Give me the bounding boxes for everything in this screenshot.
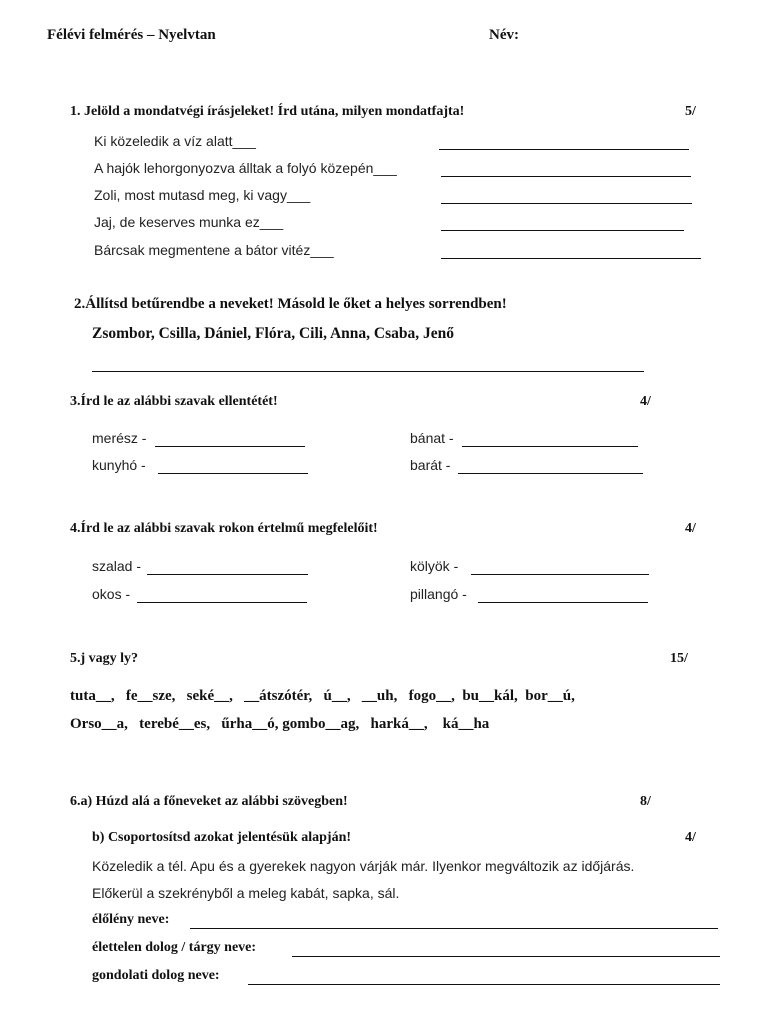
task6-category-1: élőlény neve: [92, 912, 170, 927]
task1-sentence-5: Bárcsak megmentene a bátor vitéz___ [94, 242, 334, 258]
task5-instruction: 5.j vagy ly? [70, 651, 139, 666]
task1-answer-line-3[interactable] [441, 203, 692, 204]
task3-word-1: merész - [92, 430, 147, 446]
worksheet-title: Félévi felmérés – Nyelvtan [47, 27, 216, 43]
task6a-score: 8/ [640, 794, 651, 809]
task6a-instruction: 6.a) Húzd alá a főneveket az alábbi szövegben! [70, 794, 348, 809]
task6-text-line-2: Előkerül a szekrényből a meleg kabát, sapka, sál. [92, 885, 400, 901]
task1-sentence-3: Zoli, most mutasd meg, ki vagy___ [94, 187, 311, 203]
task3-answer-line-4[interactable] [458, 473, 643, 474]
task3-answer-line-3[interactable] [158, 473, 308, 474]
task6-text-line-1: Közeledik a tél. Apu és a gyerekek nagyon várják már. Ilyenkor megváltozik az időjárás. [92, 858, 635, 874]
task6-answer-line-2[interactable] [292, 956, 720, 957]
task4-score: 4/ [685, 521, 696, 536]
task4-word-2: kölyök - [410, 558, 459, 574]
task3-word-2: bánat - [410, 430, 454, 446]
task5-words-line-2: Orso__a, terebé__es, űrha__ó, gombo__ag, harká__, ká__ha [70, 716, 490, 732]
task3-answer-line-1[interactable] [155, 446, 305, 447]
task4-instruction: 4.Írd le az alábbi szavak rokon értelmű megfelelőit! [70, 521, 378, 536]
task1-instruction: 1. Jelöld a mondatvégi írásjeleket! Írd utána, milyen mondatfajta! [70, 104, 465, 119]
task2-answer-line[interactable] [92, 371, 644, 372]
task6-answer-line-1[interactable] [190, 928, 718, 929]
task4-answer-line-2[interactable] [471, 574, 649, 575]
task2-names: Zsombor, Csilla, Dániel, Flóra, Cili, Anna, Csaba, Jenő [92, 325, 455, 342]
task1-answer-line-5[interactable] [441, 258, 701, 259]
task4-word-4: pillangó - [410, 586, 467, 602]
task4-word-1: szalad - [92, 558, 142, 574]
task3-word-3: kunyhó - [92, 457, 146, 473]
task2-instruction: 2.Állítsd betűrendbe a neveket! Másold le őket a helyes sorrendben! [74, 296, 507, 312]
task6b-instruction: b) Csoportosítsd azokat jelentésük alapján! [92, 830, 352, 845]
task1-sentence-1: Ki közeledik a víz alatt___ [94, 133, 256, 149]
task6-category-3: gondolati dolog neve: [92, 968, 220, 983]
task1-answer-line-2[interactable] [441, 176, 691, 177]
task1-answer-line-4[interactable] [441, 230, 684, 231]
task6-answer-line-3[interactable] [248, 984, 720, 985]
task1-answer-line-1[interactable] [439, 149, 689, 150]
task3-word-4: barát - [410, 457, 451, 473]
task3-score: 4/ [640, 394, 651, 409]
task6b-score: 4/ [685, 830, 696, 845]
task1-sentence-2: A hajók lehorgonyozva álltak a folyó közepén___ [94, 160, 397, 176]
task1-score: 5/ [685, 104, 696, 119]
task4-word-3: okos - [92, 586, 131, 602]
task3-instruction: 3.Írd le az alábbi szavak ellentétét! [70, 394, 278, 409]
task5-words-line-1: tuta__, fe__sze, seké__, __átszótér, ú__, __uh, fogo__, bu__kál, bor__ú, [70, 688, 575, 704]
task1-sentence-4: Jaj, de keserves munka ez___ [94, 214, 284, 230]
task3-answer-line-2[interactable] [462, 446, 638, 447]
task4-answer-line-3[interactable] [137, 602, 307, 603]
name-label: Név: [489, 27, 519, 43]
task4-answer-line-1[interactable] [147, 574, 308, 575]
task6-category-2: élettelen dolog / tárgy neve: [92, 940, 257, 955]
task4-answer-line-4[interactable] [478, 602, 648, 603]
task5-score: 15/ [670, 651, 688, 666]
